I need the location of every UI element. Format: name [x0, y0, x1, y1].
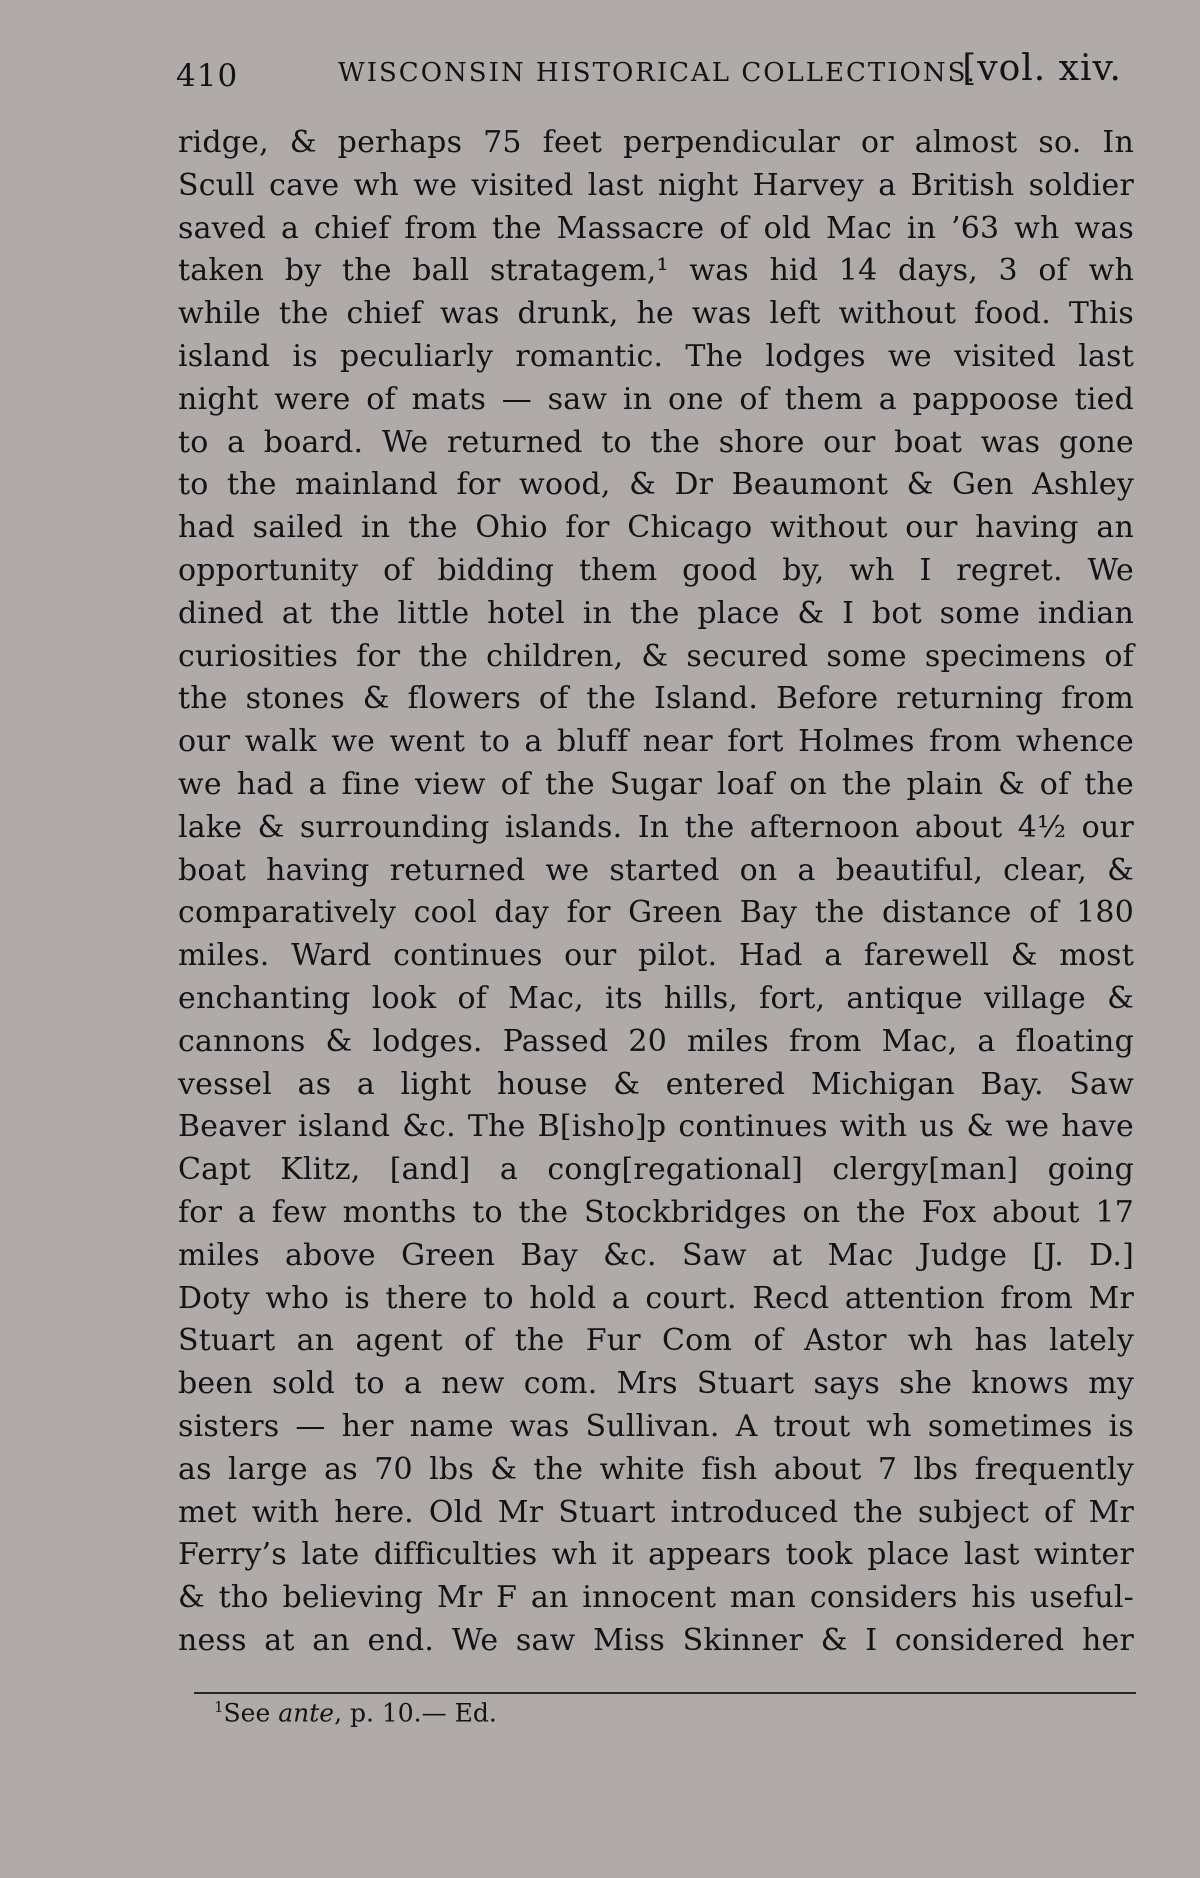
text-line: had sailed in the Ohio for Chicago without our having an — [178, 510, 1134, 546]
text-line: miles above Green Bay &c. Saw at Mac Judge [J. D.] — [178, 1237, 1134, 1273]
text-line: miles. Ward continues our pilot. Had a farewell & most — [178, 938, 1134, 974]
text-line: comparatively cool day for Green Bay the distance of 180 — [178, 895, 1134, 931]
text-line: our walk we went to a bluff near fort Holmes from whence — [178, 724, 1134, 760]
text-line: sisters — her name was Sullivan. A trout wh sometimes is — [178, 1408, 1134, 1444]
text-line: ridge, & perhaps 75 feet perpendicular or almost so. In — [178, 125, 1134, 160]
text-line: Stuart an agent of the Fur Com of Astor wh has lately — [178, 1323, 1134, 1359]
text-line: we had a fine view of the Sugar loaf on the plain & of the — [178, 766, 1134, 802]
text-line: saved a chief from the Massacre of old Mac in ’63 wh was — [178, 210, 1134, 246]
text-line: island is peculiarly romantic. The lodges we visited last — [178, 338, 1134, 374]
text-line: been sold to a new com. Mrs Stuart says she knows my — [178, 1366, 1134, 1402]
text-line: for a few months to the Stockbridges on the Fox about 17 — [178, 1194, 1134, 1230]
text-line: curiosities for the children, & secured some specimens of — [178, 638, 1134, 674]
text-line: Doty who is there to hold a court. Recd attention from Mr — [178, 1280, 1134, 1316]
text-line: cannons & lodges. Passed 20 miles from Mac, a floating — [178, 1023, 1134, 1059]
footnote-suffix: , p. 10.— Ed. — [334, 1698, 497, 1728]
text-line: opportunity of bidding them good by, wh I regret. We — [178, 552, 1134, 588]
page-header — [176, 48, 1126, 96]
text-line: ness at an end. We saw Miss Skinner & I considered her — [178, 1622, 1134, 1658]
running-title: WISCONSIN HISTORICAL COLLECTIONS. — [338, 58, 977, 88]
text-line: to the mainland for wood, & Dr Beaumont & Gen Ashley — [178, 467, 1134, 503]
footnote-prefix: See — [223, 1698, 279, 1728]
volume-label: [vol. xiv. — [962, 48, 1122, 89]
footnote-marker: 1 — [214, 1698, 224, 1716]
page-number: 410 — [176, 58, 239, 94]
footnote — [214, 1698, 497, 1727]
text-line: dined at the little hotel in the place & I bot some indian — [178, 595, 1134, 631]
text-line: enchanting look of Mac, its hills, fort, antique village & — [178, 980, 1134, 1016]
text-line: Beaver island &c. The B[isho]p continues with us & we have — [178, 1109, 1134, 1145]
text-line: boat having returned we started on a beautiful, clear, & — [178, 852, 1134, 888]
footnote-rule — [194, 1692, 1136, 1694]
text-line: Ferry’s late difficulties wh it appears took place last winter — [178, 1537, 1134, 1573]
body-text — [178, 122, 1134, 1663]
text-line: Scull cave wh we visited last night Harvey a British soldier — [178, 167, 1134, 203]
footnote-italic: ante — [278, 1698, 335, 1728]
text-line: vessel as a light house & entered Michigan Bay. Saw — [178, 1066, 1134, 1102]
text-line: met with here. Old Mr Stuart introduced the subject of Mr — [178, 1494, 1134, 1530]
text-line: as large as 70 lbs & the white fish about 7 lbs frequently — [178, 1451, 1134, 1487]
text-line: & tho believing Mr F an innocent man considers his useful- — [178, 1580, 1134, 1616]
text-line: Capt Klitz, [and] a cong[regational] clergy[man] going — [178, 1152, 1134, 1188]
text-line: the stones & flowers of the Island. Before returning from — [178, 681, 1134, 717]
text-line: while the chief was drunk, he was left without food. This — [178, 296, 1134, 332]
text-line: night were of mats — saw in one of them a pappoose tied — [178, 381, 1134, 417]
text-line: taken by the ball stratagem,¹ was hid 14 days, 3 of wh — [178, 253, 1134, 289]
text-line: to a board. We returned to the shore our boat was gone — [178, 424, 1134, 460]
text-line: lake & surrounding islands. In the afternoon about 4½ our — [178, 809, 1134, 845]
